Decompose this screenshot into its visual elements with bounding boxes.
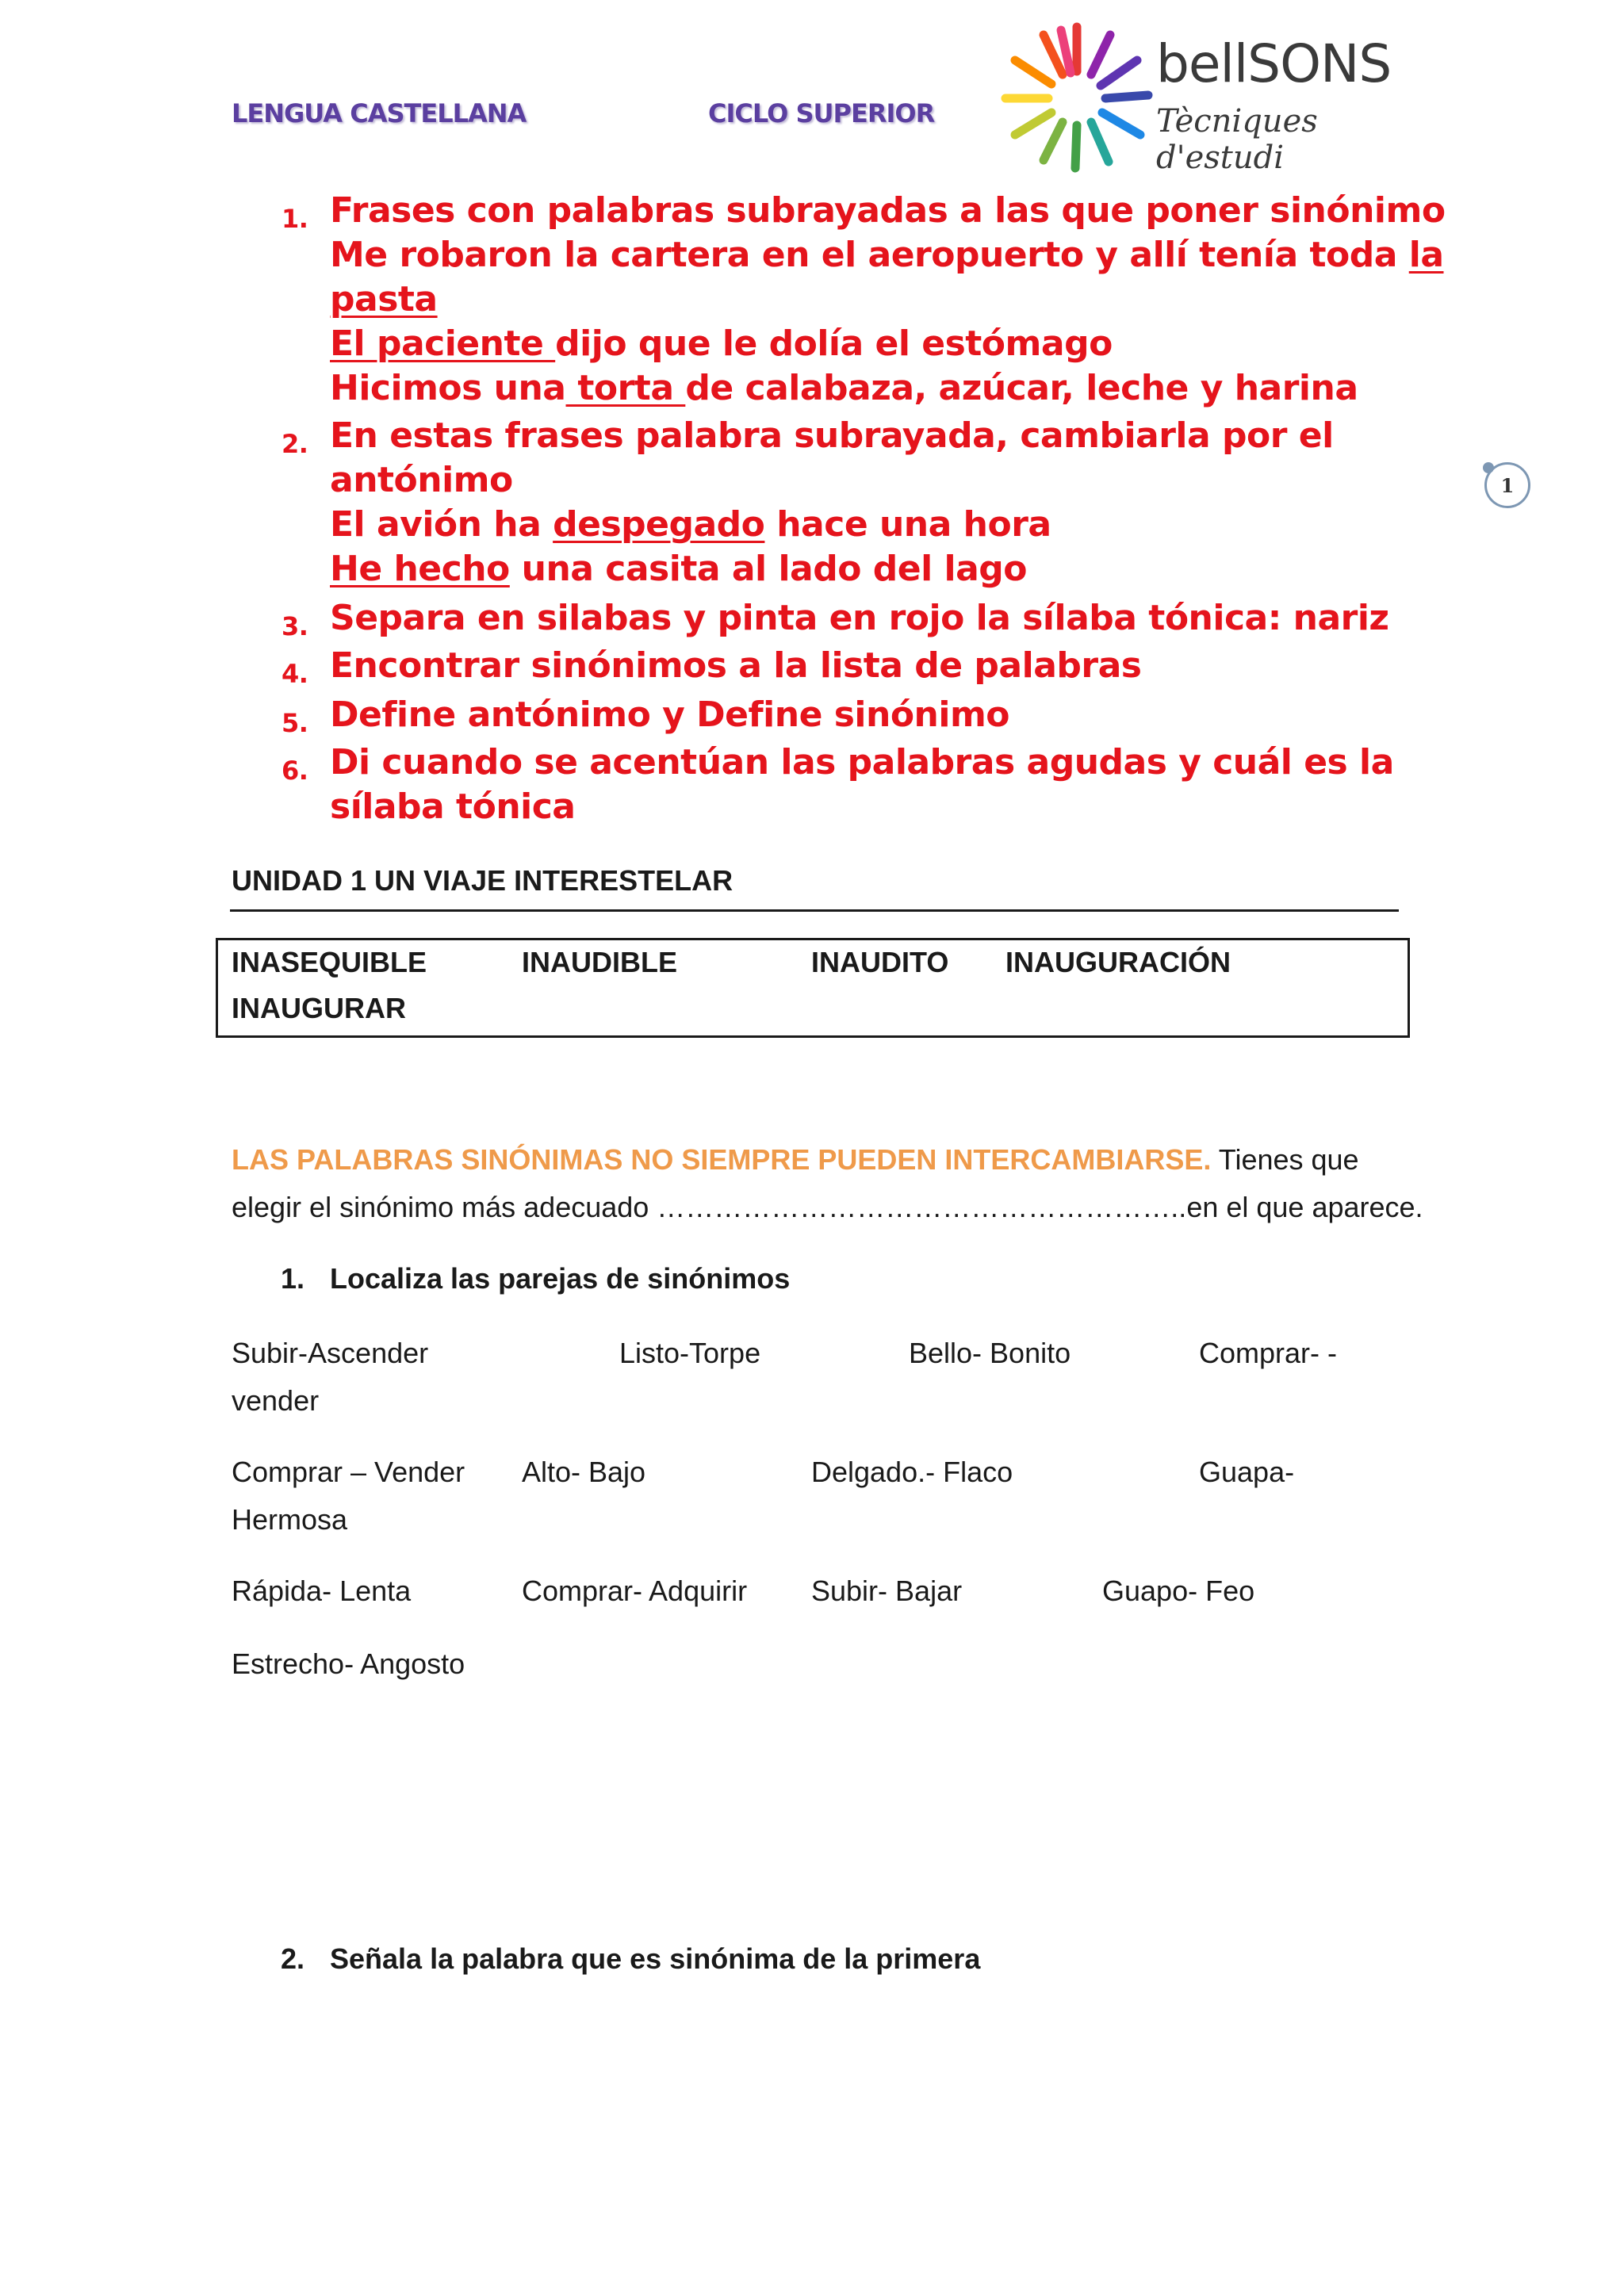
note-text: Tienes que [1211,1143,1359,1176]
logo-subtitle: Tècniques d'estudi [1156,103,1318,176]
vocab-word: INAUGURACIÓN [1005,946,1231,978]
sentence-text: Me robaron la cartera en el aeropuerto y allí tenía toda [330,235,1409,275]
task-text: Define antónimo y Define sinónimo [330,695,1010,735]
vocab-word: INAUGURAR [232,992,406,1024]
underlined-word: torta [565,368,686,408]
task-number: 4. [282,659,308,689]
task-number: 1. [282,204,308,234]
sentence-text: Hicimos una [330,368,566,408]
synonym-pair: Estrecho- Angosto [232,1647,465,1680]
synonym-pair: Comprar – Vender [232,1456,465,1488]
subject-title: LENGUA CASTELLANA [232,98,527,128]
task-text: Di cuando se acentúan las palabras agudas y cuál es la [330,742,1394,783]
sentence-text: de calabaza, azúcar, leche y harina [685,368,1358,408]
sentence-text: una casita al lado del lago [509,549,1028,589]
underlined-word: pasta [330,279,438,320]
synonym-pair: Comprar- - [1199,1337,1338,1369]
synonym-pair: Delgado.- Flaco [811,1456,1013,1488]
synonym-pair: Subir- Bajar [811,1575,963,1607]
synonym-pair: Hermosa [232,1503,348,1536]
exercise-number: 1. [281,1262,305,1295]
task-text: Separa en silabas y pinta en rojo la sílaba tónica: nariz [330,598,1389,638]
task-text: Frases con palabras subrayadas a las que poner sinónimo [330,190,1446,231]
task-number: 2. [282,429,308,459]
synonym-pair: Subir-Ascender [232,1337,429,1369]
task2-sentence-2 [330,547,1027,591]
vocab-word: INAUDITO [811,946,949,978]
task-text: sílaba tónica [330,786,576,827]
synonym-pair: Rápida- Lenta [232,1575,412,1607]
task-text: Encontrar sinónimos a la lista de palabras [330,645,1142,686]
synonym-pair: Alto- Bajo [522,1456,646,1488]
underlined-word: He hecho [330,549,510,589]
synonym-pair: Bello- Bonito [909,1337,1071,1369]
vocab-word: INAUDIBLE [522,946,677,978]
synonym-pair: Listo-Torpe [619,1337,761,1369]
task-text: En estas frases palabra subrayada, cambiarla por el [330,415,1334,456]
task-list [0,0,1624,872]
synonym-pair: Guapo- Feo [1102,1575,1255,1607]
synonym-note-line-2: elegir el sinónimo más adecuado ………………………………………………..en el que aparece. [232,1191,1423,1223]
task-number: 3. [282,611,308,641]
logo-title: bellSONS [1156,33,1392,94]
synonym-pair: Comprar- Adquirir [522,1575,748,1607]
task1-sentence-2 [330,322,1113,366]
exercise-title: Señala la palabra que es sinónima de la primera [330,1942,981,1975]
sentence-text: dijo que le dolía el estómago [555,323,1113,364]
page-number: 1 [1484,462,1530,508]
synonym-pair: vender [232,1384,320,1417]
synonym-pair: Guapa- [1199,1456,1295,1488]
task1-sentence-3 [330,366,1358,411]
cycle-title: CICLO SUPERIOR [708,98,935,128]
task-number: 5. [282,708,308,738]
underlined-word: El paciente [330,323,556,364]
unit-title: UNIDAD 1 UN VIAJE INTERESTELAR [232,864,733,897]
exercise-number: 2. [281,1942,305,1975]
synonym-note-line-1 [232,1143,1359,1177]
exercise-title: Localiza las parejas de sinónimos [330,1262,791,1295]
task1-sentence-1 [330,233,1444,277]
task-number: 6. [282,756,308,786]
sentence-text: El avión ha [330,504,553,545]
vocab-word: INASEQUIBLE [232,946,427,978]
note-highlight: LAS PALABRAS SINÓNIMAS NO SIEMPRE PUEDEN INTERCAMBIARSE. [232,1143,1212,1176]
task-text: antónimo [330,460,513,500]
underlined-word: la [1408,235,1444,275]
unit-divider [230,909,1399,912]
task2-sentence-1 [330,503,1051,547]
sentence-text: hace una hora [764,504,1051,545]
underlined-word: despegado [553,504,765,545]
